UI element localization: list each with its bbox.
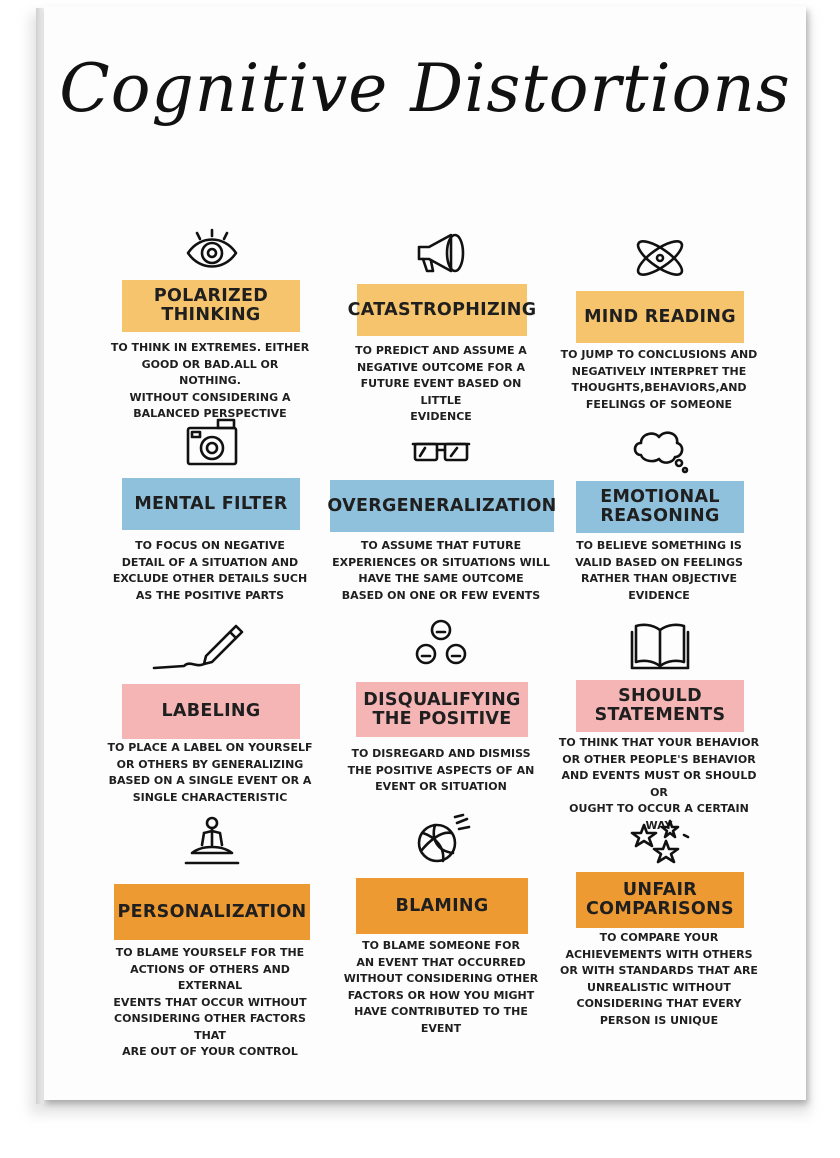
banner-mind-reading: MIND READING bbox=[576, 291, 744, 343]
pen-icon bbox=[182, 620, 242, 670]
poster-canvas bbox=[44, 6, 806, 1100]
description-should-statements: TO THINK THAT YOUR BEHAVIOR OR OTHER PEOPLE'S BEHAVIOR AND EVENTS MUST OR SHOULD OR OUGHT TO OCCUR A CERTAIN WAY bbox=[558, 736, 760, 832]
banner-overgeneralization: OVERGENERALIZATION bbox=[330, 480, 554, 532]
description-overgeneralization: TO ASSUME THAT FUTURE EXPERIENCES OR SITUATIONS WILL HAVE THE SAME OUTCOME BASED ON ONE OR FEW EVENTS bbox=[332, 539, 550, 602]
banner-blaming: BLAMING bbox=[356, 878, 528, 934]
description-personalization: TO BLAME YOURSELF FOR THE ACTIONS OF OTHERS AND EXTERNAL EVENTS THAT OCCUR WITHOUT CONSIDERING OTHER FACTORS THAT ARE OUT OF YOUR CONTROL bbox=[113, 946, 307, 1058]
banner-unfair-comparisons: UNFAIR COMPARISONS bbox=[576, 872, 744, 928]
stars-icon bbox=[630, 815, 690, 865]
ball-icon bbox=[411, 815, 471, 865]
thought-cloud-icon bbox=[629, 425, 689, 475]
faces-icon bbox=[411, 618, 471, 668]
banner-disqualifying-the-positive: DISQUALIFYING THE POSITIVE bbox=[356, 682, 528, 737]
description-labeling: TO PLACE A LABEL ON YOURSELF OR OTHERS BY GENERALIZING BASED ON A SINGLE EVENT OR A SINGLE CHARACTERISTIC bbox=[107, 741, 313, 804]
canvas-edge bbox=[36, 8, 44, 1104]
description-blaming: TO BLAME SOMEONE FOR AN EVENT THAT OCCURRED WITHOUT CONSIDERING OTHER FACTORS OR HOW YOU MIGHT HAVE CONTRIBUTED TO THE EVENT bbox=[343, 939, 539, 1035]
atom-icon bbox=[630, 233, 690, 283]
description-mental-filter: TO FOCUS ON NEGATIVE DETAIL OF A SITUATION AND EXCLUDE OTHER DETAILS SUCH AS THE POSITIVE PARTS bbox=[112, 539, 308, 602]
description-catastrophizing: TO PREDICT AND ASSUME A NEGATIVE OUTCOME FOR A FUTURE EVENT BASED ON LITTLE EVIDENCE bbox=[355, 344, 527, 423]
camera-icon bbox=[182, 418, 242, 468]
description-disqualifying-the-positive: TO DISREGARD AND DISMISS THE POSITIVE ASPECTS OF AN EVENT OR SITUATION bbox=[347, 747, 535, 793]
banner-polarized-thinking: POLARIZED THINKING bbox=[122, 280, 300, 332]
poster-title: Cognitive Distortions bbox=[59, 50, 791, 127]
banner-personalization: PERSONALIZATION bbox=[114, 884, 310, 940]
banner-emotional-reasoning: EMOTIONAL REASONING bbox=[576, 481, 744, 533]
description-polarized-thinking: TO THINK IN EXTREMES. EITHER GOOD OR BAD.ALL OR NOTHING. WITHOUT CONSIDERING A BALANCED PERSPECTIVE bbox=[110, 341, 310, 420]
banner-catastrophizing: CATASTROPHIZING bbox=[357, 284, 527, 336]
description-unfair-comparisons: TO COMPARE YOUR ACHIEVEMENTS WITH OTHERS OR WITH STANDARDS THAT ARE UNREALISTIC WITHOUT CONSIDERING THAT EVERY PERSON IS UNIQUE bbox=[560, 931, 758, 1027]
megaphone-icon bbox=[411, 227, 471, 277]
banner-should-statements: SHOULD STATEMENTS bbox=[576, 680, 744, 732]
description-mind-reading: TO JUMP TO CONCLUSIONS AND NEGATIVELY INTERPRET THE THOUGHTS,BEHAVIORS,AND FEELINGS OF SOMEONE bbox=[560, 348, 758, 411]
book-icon bbox=[630, 620, 690, 670]
meditation-icon bbox=[182, 815, 242, 865]
glasses-icon bbox=[411, 428, 471, 478]
banner-mental-filter: MENTAL FILTER bbox=[122, 478, 300, 530]
banner-labeling: LABELING bbox=[122, 684, 300, 739]
eye-icon bbox=[182, 227, 242, 277]
description-emotional-reasoning: TO BELIEVE SOMETHING IS VALID BASED ON FEELINGS RATHER THAN OBJECTIVE EVIDENCE bbox=[575, 539, 743, 602]
